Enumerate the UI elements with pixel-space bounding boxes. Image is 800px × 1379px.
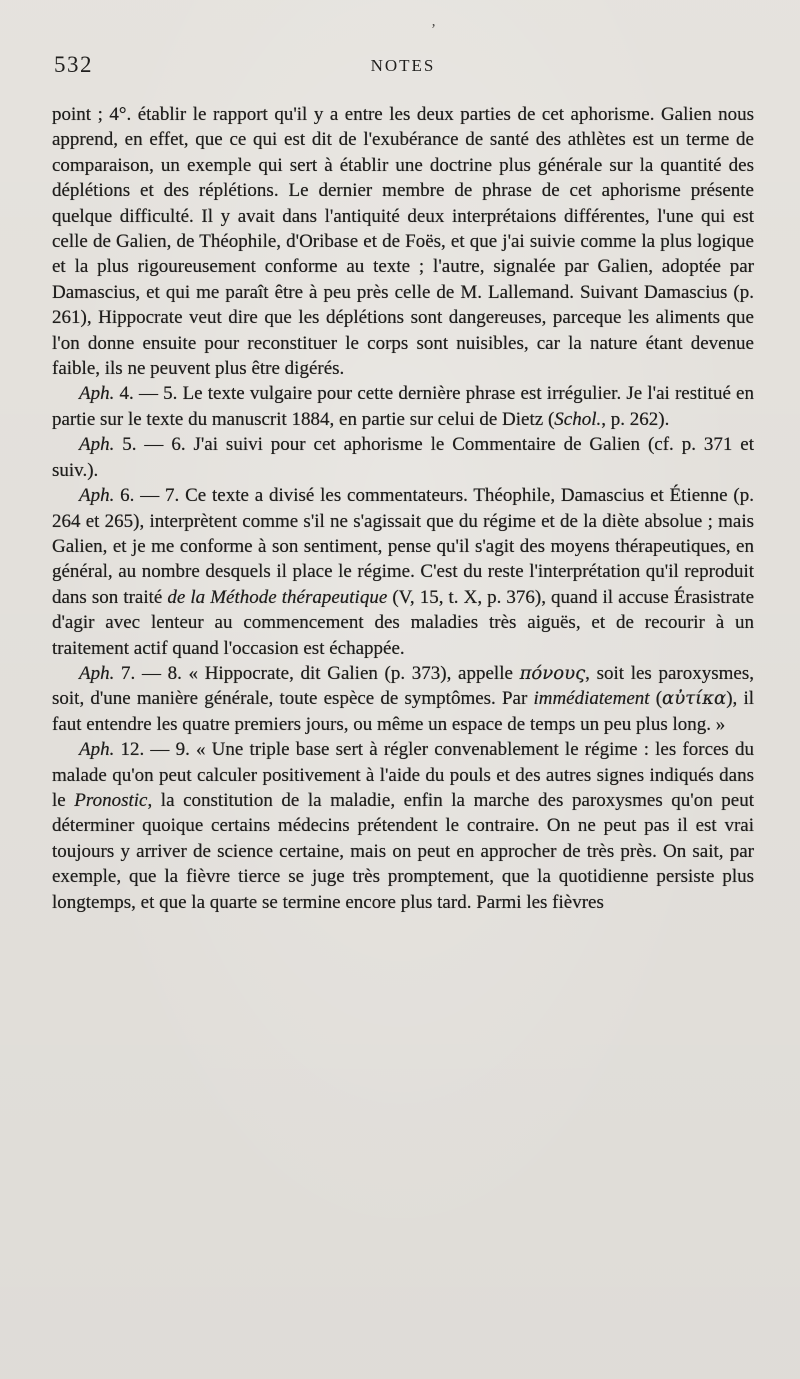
text-segment-italic: Aph.: [79, 383, 115, 405]
text-segment-italic: Aph.: [79, 662, 115, 684]
text-segment-normal: 7. — 8. « Hippocrate, dit Galien (p. 373), appelle: [114, 662, 520, 684]
text-segment-italic: immédiatement: [533, 688, 650, 710]
text-segment-normal: (V, 15, t. X, p. 376), quand il accuse Érasistrate d'agir avec lenteur au commencement des maladies très aiguës, et de recourir à un traitement actif quand l'occasion est échappée.: [52, 586, 754, 659]
page-header: [52, 22, 754, 80]
text-segment-normal: 5. — 6. J'ai suivi pour cet aphorisme le Commentaire de Galien (cf. p. 371 et suiv.).: [52, 434, 754, 481]
text-segment-italic: Aph.: [79, 434, 115, 456]
text-segment-normal: , la constitution de la maladie, enfin la marche des paroxysmes qu'on peut déterminer quoique certains médecins prétendent le contraire. On ne peut pas il est vrai toujours y arriver de science certaine, mais on peut en approcher de très près. On sait, par exemple, que la fièvre tierce se juge très promptement, que la quotidienne persiste plus longtemps, et que la quarte se termine encore plus tard. Parmi les fièvres: [52, 789, 755, 913]
note-paragraph-aph-12-9: [52, 737, 754, 915]
scan-speck-artifact: ʼ: [431, 22, 436, 38]
running-title: NOTES: [370, 56, 436, 75]
note-paragraph-aph-7-8: [52, 661, 754, 737]
text-segment-normal: 6. — 7. Ce texte a divisé les commentateurs. Théophile, Damascius et Étienne (p. 264 et 265), interprètent comme s'il ne s'agissait que du régime et de la diète absolue ; mais Galien, et je me conforme à son sentiment, pense qu'il s'agit des moyens thérapeutiques, en général, au nombre desquels il place le régime. C'est du reste l'interprétation qu'il reproduit dans son traité: [52, 485, 754, 608]
note-paragraph-aph-6-7: [52, 483, 754, 661]
text-segment-greek: αὐτίκα: [662, 688, 727, 710]
text-segment-italic: Schol.: [554, 408, 602, 430]
note-paragraph-aph-4-5: [52, 381, 754, 432]
text-segment-normal: , p. 262).: [601, 408, 670, 430]
text-segment-italic: Aph.: [79, 739, 115, 761]
text-segment-normal: (: [649, 688, 663, 710]
page-number: 532: [54, 52, 93, 77]
text-segment-italic: Aph.: [79, 485, 115, 507]
text-segment-normal: 4. — 5. Le texte vulgaire pour cette dernière phrase est irrégulier. Je l'ai restitué en partie sur le texte du manuscrit 1884, en partie sur celui de Dietz (: [52, 383, 754, 430]
text-segment-italic: de la Méthode thérapeutique: [167, 586, 388, 608]
notes-text-block: [52, 102, 754, 915]
text-segment-greek: πόνους: [519, 662, 586, 684]
text-segment-normal: , soit les paroxysmes, soit, d'une manière générale, toute espèce de symptômes. Par: [52, 662, 754, 710]
text-segment-normal: point ; 4°. établir le rapport qu'il y a entre les deux parties de cet aphorisme. Galien nous apprend, en effet, que ce qui est dit de l'exubérance de santé des athlètes est un terme de comparaison, un exemple qui sert à établir une doctrine plus générale sur la quantité des déplétions et des réplétions. Le dernier membre de phrase de cet aphorisme présente quelque difficulté. Il y avait dans l'antiquité deux interprétaions différentes, l'une qui est celle de Galien, de Théophile, d'Oribase et de Foës, et que j'ai suivie comme la plus logique et la plus rigoureusement conforme au texte ; l'autre, signalée par Galien, adoptée par Damascius, et qui me paraît être à peu près celle de M. Lallemand. Suivant Damascius (p. 261), Hippocrate veut dire que les déplétions sont dangereuses, parceque les aliments que l'on donne ensuite pour reconstituer le corps sont nuisibles, car la nature étant devenue faible, ils ne peuvent plus être digérés.: [52, 104, 754, 380]
note-paragraph-continuation: [52, 102, 754, 381]
note-paragraph-aph-5-6: [52, 432, 754, 483]
text-segment-normal: 12. — 9. « Une triple base sert à régler convenablement le régime : les forces du malade qu'on peut calculer positivement à l'aide du pouls et des autres signes indiqués dans le: [52, 739, 754, 811]
text-segment-normal: ), il faut entendre les quatre premiers jours, ou même un espace de temps un peu plus long. »: [52, 688, 755, 735]
text-segment-italic: Pronostic: [74, 789, 148, 811]
